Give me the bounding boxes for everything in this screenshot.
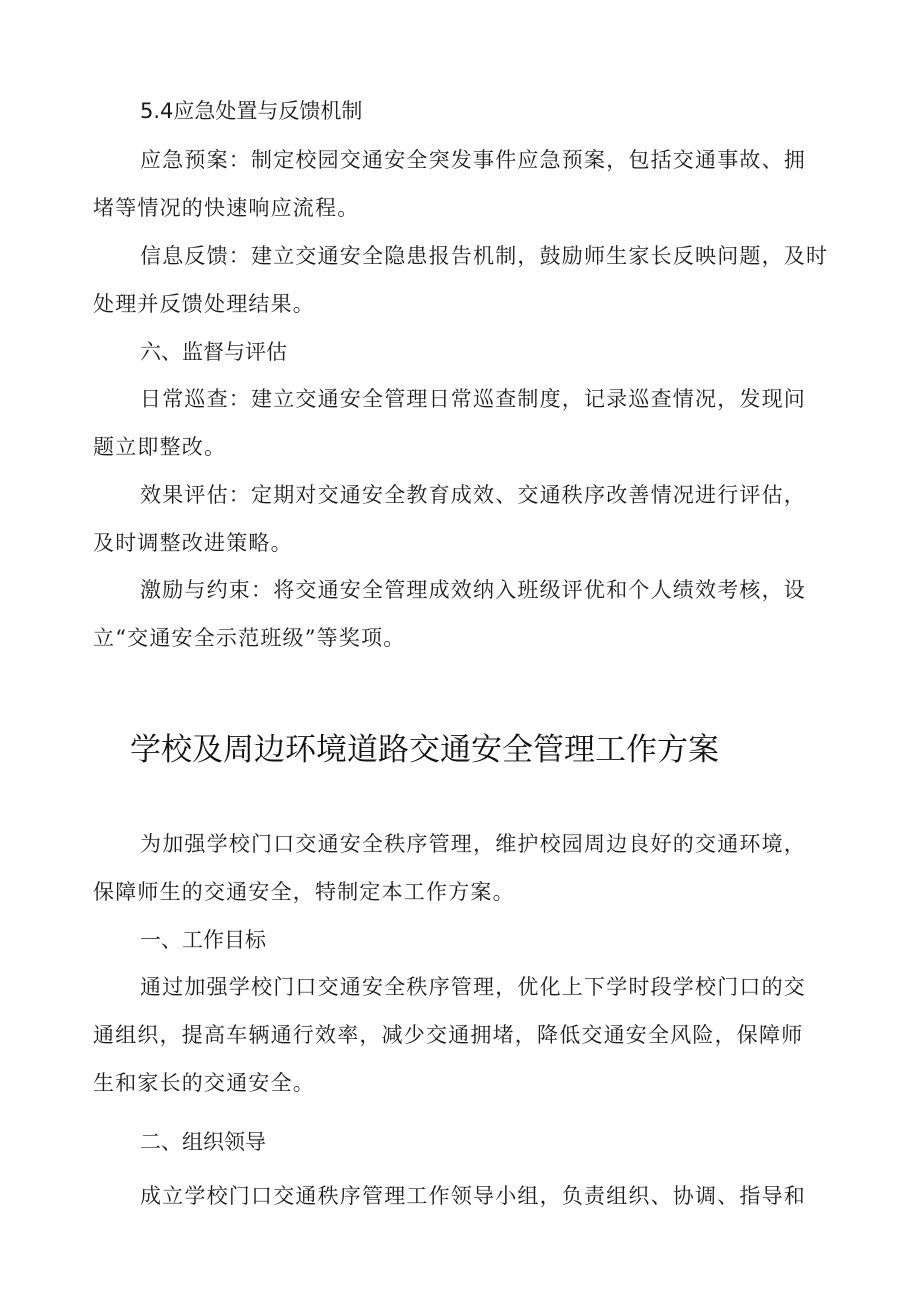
- paragraph-incentive-line1: 激励与约束：将交通安全管理成效纳入班级评优和个人绩效考核，设: [140, 578, 806, 602]
- paragraph-effect-eval-line2: 及时调整改进策略。: [93, 531, 293, 555]
- paragraph-goal-line3: 生和家长的交通安全。: [93, 1071, 315, 1095]
- document-title: 学校及周边环境道路交通安全管理工作方案: [130, 732, 719, 768]
- paragraph-goal-line1: 通过加强学校门口交通安全秩序管理，优化上下学时段学校门口的交: [140, 975, 806, 999]
- paragraph-intro-line2: 保障师生的交通安全，特制定本工作方案。: [93, 880, 515, 904]
- section-heading-6: 六、监督与评估: [140, 340, 287, 364]
- paragraph-daily-patrol-line1: 日常巡查：建立交通安全管理日常巡查制度，记录巡查情况，发现问: [140, 387, 806, 411]
- paragraph-intro-line1: 为加强学校门口交通安全秩序管理，维护校园周边良好的交通环境，: [140, 832, 806, 856]
- paragraph-info-feedback-line1: 信息反馈：建立交通安全隐患报告机制，鼓励师生家长反映问题，及时: [140, 244, 829, 268]
- paragraph-daily-patrol-line2: 题立即整改。: [93, 435, 227, 459]
- paragraph-emergency-plan-line1: 应急预案：制定校园交通安全突发事件应急预案，包括交通事故、拥: [140, 148, 806, 172]
- paragraph-incentive-line2: 立“交通安全示范班级”等奖项。: [93, 626, 406, 650]
- paragraph-effect-eval-line1: 效果评估：定期对交通安全教育成效、交通秩序改善情况进行评估，: [140, 483, 806, 507]
- paragraph-emergency-plan-line2: 堵等情况的快速响应流程。: [93, 196, 360, 220]
- section-heading-1: 一、工作目标: [140, 928, 266, 952]
- section-heading-2: 二、组织领导: [140, 1130, 266, 1154]
- paragraph-goal-line2: 通组织，提高车辆通行效率，减少交通拥堵，降低交通安全风险，保障师: [93, 1023, 804, 1047]
- paragraph-org-line1: 成立学校门口交通秩序管理工作领导小组，负责组织、协调、指导和: [140, 1184, 806, 1208]
- section-heading-5-4: 5.4应急处置与反馈机制: [140, 99, 363, 123]
- paragraph-info-feedback-line2: 处理并反馈处理结果。: [93, 292, 315, 316]
